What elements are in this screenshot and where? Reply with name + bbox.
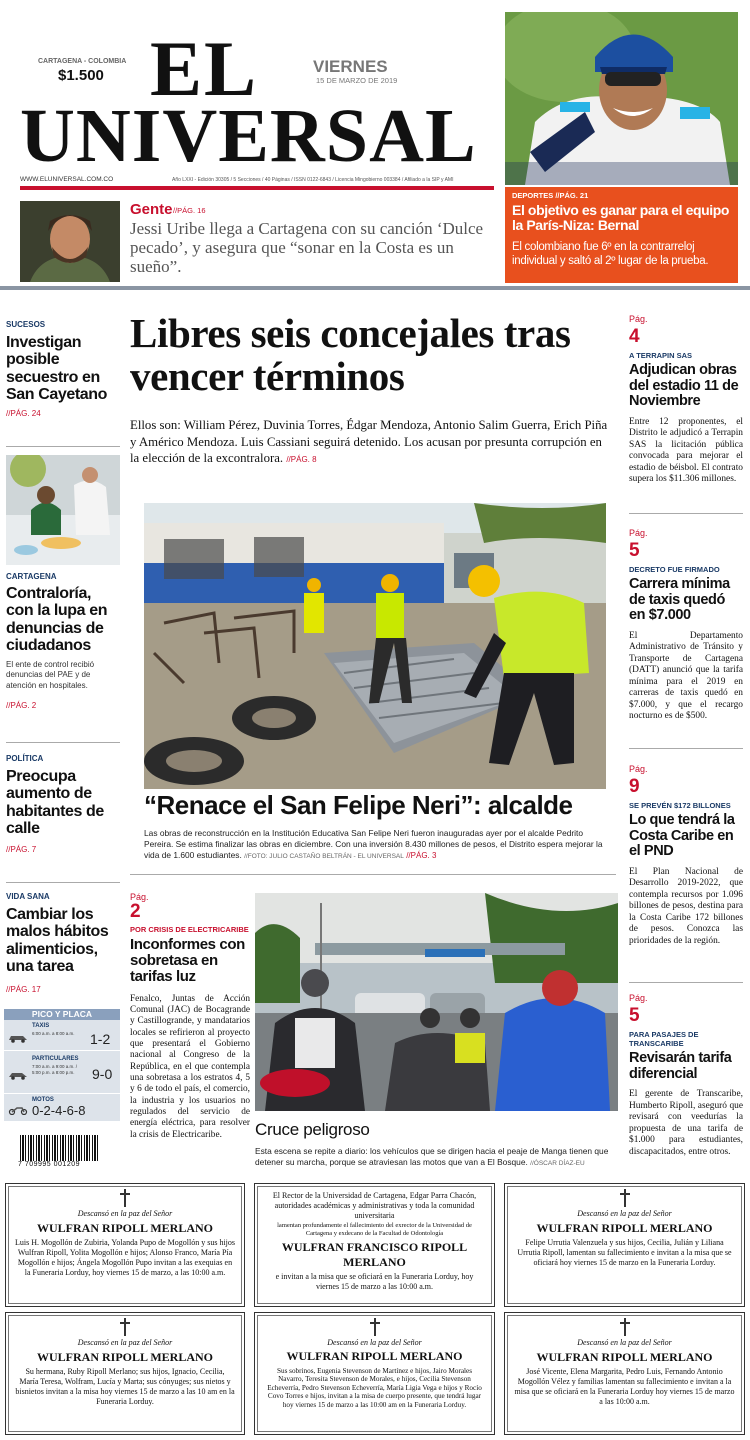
kicker: DECRETO FUE FIRMADO — [629, 565, 720, 574]
barcode-number: 7 709995 001209 — [18, 1161, 80, 1168]
kicker: CARTAGENA — [6, 572, 57, 581]
masthead-weekday: VIERNES — [313, 57, 388, 76]
deportes-promo[interactable] — [505, 187, 738, 283]
pico-value: 0-2-4-6-8 — [32, 1103, 86, 1118]
page-label: Pág. — [130, 892, 149, 902]
obituary-intro: Descansó en la paz del Señor — [77, 1338, 173, 1347]
main-deck-text: Ellos son: William Pérez, Duvinia Torres, Édgar Mendoza, Antonio Salim Guerra, Erich Piña y Américo Mendoza. Luis Cassiani seguirá detenido. Los acusan por presunta corrupción en la elección de la excontralora. — [130, 418, 608, 466]
obituary-name: WULFRAN RIPOLL MERLANO — [36, 1349, 213, 1364]
kicker: PARA PASAJES DE TRANSCARIBE — [629, 1030, 699, 1048]
school-kids-photo — [6, 455, 120, 565]
masthead-bottom-rule — [0, 286, 750, 290]
obituary-1 — [5, 1183, 245, 1307]
pico-row-particulares — [4, 1052, 120, 1094]
obituary-2 — [254, 1183, 495, 1307]
page-ref: //PÁG. 24 — [6, 409, 41, 419]
headline: Revisarán tarifa diferencial — [629, 1050, 732, 1082]
page-number: 4 — [629, 326, 640, 347]
caption-text: Esta escena se repite a diario: los vehículos que se dirigen hacia el peaje de Manga tienen que detener su marcha, porque se atraviesan las motos que van a El Bosque. — [255, 1146, 609, 1167]
page-number: 9 — [629, 776, 640, 797]
pico-row-taxis — [4, 1021, 120, 1051]
page-ref: //PÁG. 7 — [6, 845, 37, 855]
kicker: VIDA SANA — [6, 892, 50, 901]
deportes-text: El colombiano fue 6º en la contrarreloj individual y saltó al 2º lugar de la prueba. — [512, 241, 709, 267]
page-number: 2 — [130, 901, 141, 922]
pico-row-motos — [4, 1095, 120, 1121]
cross-icon — [118, 1318, 132, 1336]
right-story-estadio[interactable] — [629, 314, 743, 486]
obituary-name: WULFRAN RIPOLL MERLANO — [536, 1349, 713, 1364]
obituary-intro: Descansó en la paz del Señor — [577, 1338, 672, 1347]
masthead-red-rule — [20, 186, 494, 190]
left-story-politica[interactable] — [6, 754, 120, 854]
obituary-text: e invitan a la misa que se oficiará en la Funeraria Lorduy, hoy viernes 15 de marzo a las 10:00 a.m. — [275, 1272, 474, 1292]
right-story-transcaribe[interactable] — [629, 993, 743, 1158]
photo-story-headline[interactable]: “Renace el San Felipe Neri”: alcalde — [144, 790, 573, 820]
pico-placa-title: PICO Y PLACA — [4, 1009, 120, 1020]
kicker: POR CRISIS DE ELECTRICARIBE — [130, 925, 249, 934]
motorcycle-icon — [8, 1105, 28, 1115]
masthead-price: $1.500 — [58, 67, 104, 84]
headline: Preocupa aumento de habitantes de calle — [6, 768, 104, 837]
page-label: Pág. — [629, 764, 648, 774]
headline: Cambiar los malos hábitos alimenticios, una tarea — [6, 906, 109, 975]
obituary-4 — [5, 1312, 245, 1435]
photo-credit: //FOTO: JULIO CASTAÑO BELTRÁN - EL UNIVERSAL — [244, 852, 404, 860]
pico-label: TAXIS — [32, 1023, 50, 1029]
headline: Contraloría, con la lupa en denuncias de ciudadanos — [6, 585, 108, 654]
obituary-text: Luis H. Mogollón de Zubiria, Yolanda Pupo de Mogollón y sus hijos Wulfran Ripoll, Yolita Mogollón e hijos; Alonso Franco, María Pía Mogollón e hijos; Ángela Mogollón Pupo invitan a las exequias en la Funeraria Lorduy, hoy viernes 15 de marzo, a las 10:00 a.m. — [15, 1238, 236, 1277]
obituary-text: Su hermana, Ruby Ripoll Merlano; sus hijos, Ignacio, Cecilia, María Teresa, Wolfram, Lucía y Marta; sus cónyuges; sus nietos y bisnietos invitan a la misa hoy viernes 15 de marzo a las 10 am en la Funeraria Lorduy. — [15, 1367, 235, 1406]
edition-info: Año LXXI - Edición 30305 / 5 Secciones / 40 Páginas / ISSN 0122-6843 / Licencia Mingobierno 003384 / Afiliado a la SIP y AMI — [172, 177, 454, 183]
barcode — [20, 1135, 98, 1161]
right-story-taxis[interactable] — [629, 528, 743, 723]
obituary-text: José Vicente, Elena Margarita, Pedro Luis, Fernando Antonio Mogollón Vélez y familias lamentan su fallecimiento e invitan a la misa que se oficiará en la Funeraria Lorduy hoy viernes 15 de marzo a las 10:00 a.m. — [514, 1367, 735, 1406]
right-story-pnd[interactable] — [629, 764, 743, 947]
cruce-headline[interactable]: Cruce peligroso — [255, 1120, 370, 1139]
headline: Adjudican obras del estadio 11 de Noviembre — [629, 362, 739, 410]
logo-line-1: EL — [150, 25, 259, 112]
deportes-headline: El objetivo es ganar para el equipo la París-Niza: Bernal — [512, 202, 730, 234]
pico-times: 6:00 a.m. a 8:00 a.m. — [32, 1031, 75, 1036]
page-ref: //PÁG. 2 — [6, 701, 37, 711]
tariff-story[interactable] — [130, 892, 250, 1141]
headline: Lo que tendrá la Costa Caribe en el PND — [629, 812, 735, 860]
obituary-intro: Descansó en la paz del Señor — [577, 1209, 672, 1218]
left-story-vida-sana[interactable] — [6, 892, 120, 994]
gente-teaser[interactable]: Jessi Uribe llega a Cartagena con su canción ‘Dulce pecado’, y asegura que “sonar en la Costa es un sueño”. — [130, 219, 484, 277]
body: El Plan Nacional de Desarrollo 2019-2022, que contempla recursos por 1.096 billones de pesos, destina para la Costa Caribe 172 billones de pesos. Conozca las prioridades de la región. — [629, 866, 743, 946]
photo-credit: //ÓSCAR DÍAZ-EU — [530, 1159, 585, 1167]
cyclist-photo — [505, 12, 738, 185]
kicker: POLÍTICA — [6, 754, 44, 763]
masthead-date: 15 DE MARZO DE 2019 — [316, 76, 398, 85]
page-label: Pág. — [629, 993, 648, 1003]
website-link[interactable]: WWW.ELUNIVERSAL.COM.CO — [20, 176, 114, 183]
obituary-3 — [504, 1183, 745, 1307]
gente-section-label: Gente — [130, 201, 173, 218]
cruce-caption — [255, 1146, 617, 1168]
main-headline[interactable]: Libres seis concejales tras vencer términos — [130, 310, 571, 400]
kicker: A TERRAPIN SAS — [629, 351, 693, 360]
page-ref: //PÁG. 17 — [6, 985, 41, 995]
pico-placa-box — [4, 1009, 120, 1121]
obituary-6 — [504, 1312, 745, 1435]
photo-story-page-ref: //PÁG. 3 — [406, 850, 437, 860]
deportes-kicker: DEPORTES //PÁG. 21 — [512, 191, 589, 200]
cross-icon — [618, 1318, 632, 1336]
gente-page-ref: //PÁG. 16 — [173, 206, 206, 215]
obituary-name: WULFRAN RIPOLL MERLANO — [36, 1220, 213, 1235]
school-construction-photo — [144, 503, 606, 789]
logo-line-2: UNIVERSAL — [20, 94, 477, 178]
pico-times: 7:00 a.m. a 9:00 a.m. / 5:00 p.m. a 8:00 p.m. — [32, 1064, 78, 1076]
left-story-sucesos[interactable] — [6, 320, 120, 418]
obituary-subintro: lamentan profundamente el fallecimiento del exrector de la Universidad de Cartagena y exdecano de la Facultad de Odontología — [277, 1222, 472, 1238]
obituary-5 — [254, 1312, 495, 1435]
obituary-name: WULFRAN RIPOLL MERLANO — [286, 1349, 463, 1364]
left-story-cartagena[interactable] — [6, 572, 120, 710]
obituary-name: WULFRAN RIPOLL MERLANO — [536, 1220, 713, 1235]
headline: Inconformes con sobretasa en tarifas luz — [130, 936, 245, 986]
cross-icon — [368, 1318, 382, 1336]
obituary-text: Felipe Urrutia Valenzuela y sus hijos, Cecilia, Julián y Liliana Urrutia Ripoll, lamentan su fallecimiento e invitan a la misa que se oficiará hoy viernes 15 de marzo en la Funeraria Lorduy. — [517, 1238, 732, 1267]
main-page-ref: //PÁG. 8 — [286, 455, 317, 465]
pico-label: PARTICULARES — [32, 1056, 79, 1062]
page-number: 5 — [629, 540, 640, 561]
obituary-text: Sus sobrinos, Eugenia Stevenson de Martínez e hijos, Jairo Morales Navarro, Teresita Stevenson de Morales, e hijos, Cecilia Stevenson Echeverría, Pedro Stevenson Echeverría, María Ligia Vega e hijos y Rocío Covo Torres e hijos, invitan a la misa de cuerpo presente, que tendrá lugar hoy viernes 15 de marzo a las 10:00 am en la Funeraria Lorduy. — [267, 1366, 482, 1409]
body: Fenalco, Juntas de Acción Comunal (JAC) de Bocagrande y Castillogrande, y mandatarios locales se refirieron al proyecto que presentará el Gobierno nacional al Congreso de la República, en el que contempla una sobretasa a los estratos 4, 5 y 6 de todo el país, el comercio, la industria y los usuarios no regulados del servicio de energía eléctrica, para resolver la crisis de Electricaribe. — [130, 993, 250, 1140]
headline: Investigan posible secuestro en San Cayetano — [6, 334, 108, 403]
headline: Carrera mínima de taxis quedó en $7.000 — [629, 576, 730, 624]
body: El Departamento Administrativo de Tránsito y Transporte de Cartagena (DATT) anunció que la tarifa mínima para el 2019 en carreras de taxis quedó en $7.000, y que el recargo nocturno es de $500. — [629, 630, 743, 722]
kicker: SE PREVÉN $172 BILLONES — [629, 801, 731, 810]
main-deck — [130, 417, 610, 467]
cross-icon — [618, 1189, 632, 1207]
teaser: El ente de control recibió denuncias del PAE y de atención en hospitales. — [6, 660, 95, 690]
caption-text: Las obras de reconstrucción en la Institución Educativa San Felipe Neri fueron inauguradas ayer por el alcalde Pedrito Pereira. Se estima finalizar las obras en diciembre. Con una inversión 8.430 millones de pesos, el Distrito espera mejorar la vida de 1.600 estudiantes. — [144, 828, 603, 860]
traffic-photo — [255, 893, 618, 1111]
body: El gerente de Transcaribe, Humberto Ripoll, aseguró que revisará con veedurías la propuesta de una tarifa de $1.000 para estudiantes, discapacitados, entre otros. — [629, 1089, 743, 1157]
body: Entre 12 proponentes, el Distrito le adjudicó a Terrapin SAS la licitación pública convocada para mejorar el estadio de béisbol. El contrato supera los $11.306 millones. — [629, 416, 743, 485]
gente-photo — [20, 201, 120, 282]
kicker: SUCESOS — [6, 320, 46, 329]
obituary-intro: Descansó en la paz del Señor — [327, 1338, 422, 1347]
page-label: Pág. — [629, 314, 648, 324]
obituary-intro: El Rector de la Universidad de Cartagena, Edgar Parra Chacón, autoridades académicas y administrativas y toda la comunidad universitaria — [272, 1191, 477, 1220]
page-label: Pág. — [629, 528, 648, 538]
car-icon — [8, 1070, 28, 1080]
masthead-city: CARTAGENA - COLOMBIA — [38, 58, 127, 65]
obituary-intro: Descansó en la paz del Señor — [77, 1209, 173, 1218]
obituary-name: WULFRAN FRANCISCO RIPOLL MERLANO — [281, 1240, 468, 1269]
pico-value: 9-0 — [92, 1066, 113, 1082]
car-icon — [8, 1033, 28, 1043]
pico-label: MOTOS — [32, 1097, 54, 1103]
photo-story-caption — [144, 828, 612, 861]
page-number: 5 — [629, 1005, 640, 1026]
pico-value: 1-2 — [90, 1031, 111, 1047]
cross-icon — [118, 1189, 132, 1207]
